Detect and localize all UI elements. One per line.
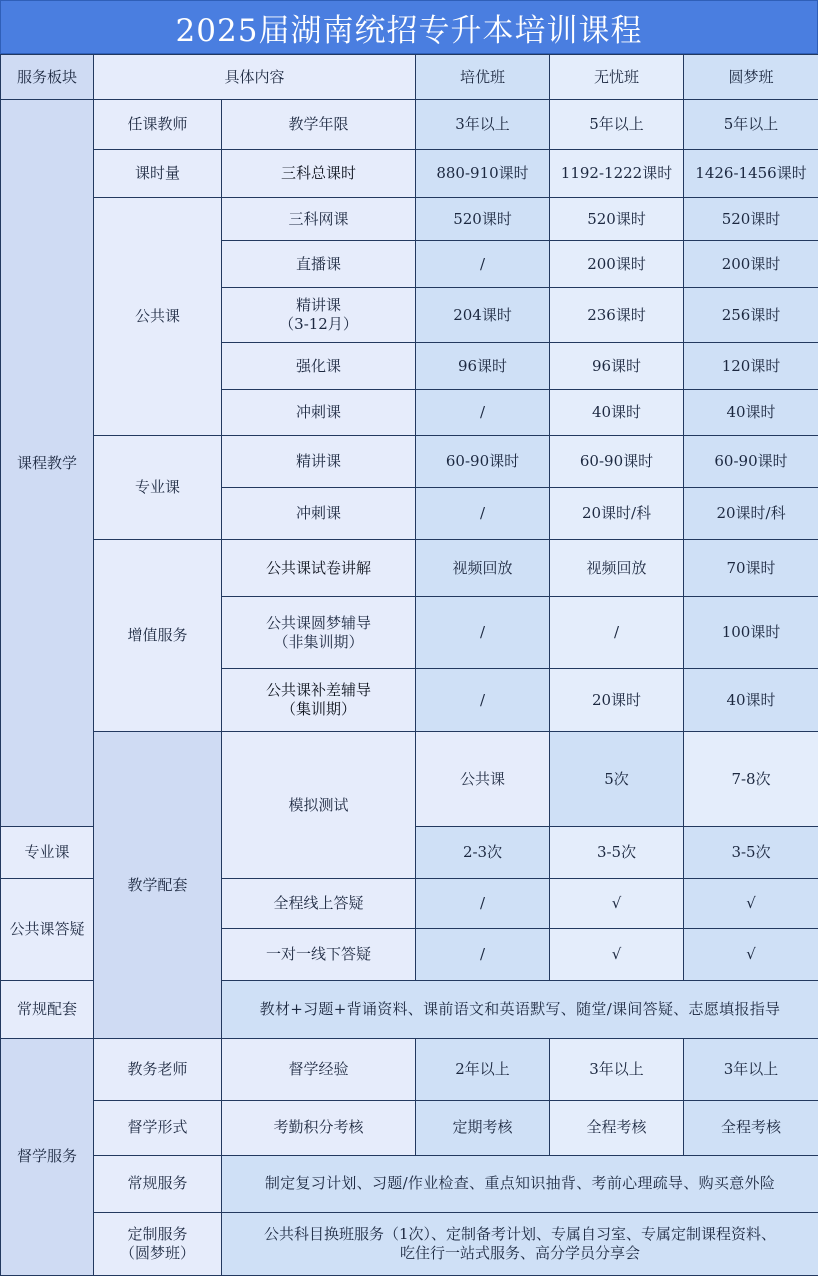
routine-support-content: 教材+习题+背诵资料、课前语文和英语默写、随堂/课间答疑、志愿填报指导 — [222, 980, 818, 1038]
cell-peiyou: 60-90课时 — [416, 436, 550, 488]
item-supervision-experience: 督学经验 — [222, 1038, 416, 1100]
table-row — [1, 198, 818, 241]
cell-yuanmeng: 40课时 — [684, 390, 818, 436]
cell-peiyou: 视频回放 — [416, 540, 550, 597]
item-gap-tutoring-line1: 公共课补差辅导 — [224, 681, 413, 700]
item-online-course: 三科网课 — [222, 198, 416, 241]
cell-yuanmeng: 70课时 — [684, 540, 818, 597]
cell-peiyou: / — [416, 669, 550, 732]
cell-wuyou: 3年以上 — [550, 1038, 684, 1100]
cell-yuanmeng: 5年以上 — [684, 100, 818, 150]
item-major-sprint: 冲刺课 — [222, 488, 416, 540]
cell-peiyou: / — [416, 390, 550, 436]
cell-wuyou: 96课时 — [550, 343, 684, 390]
sub-edu-teacher: 教务老师 — [94, 1038, 222, 1100]
cell-yuanmeng: 520课时 — [684, 198, 818, 241]
page-title: 2025届湖南统招专升本培训课程 — [0, 0, 818, 54]
table-row — [1, 732, 818, 827]
table-row — [1, 1100, 818, 1155]
cell-wuyou: 60-90课时 — [550, 436, 684, 488]
cell-peiyou: / — [416, 928, 550, 980]
item-online-qa: 全程线上答疑 — [222, 878, 416, 928]
item-strong-course: 强化课 — [222, 343, 416, 390]
cell-wuyou: 200课时 — [550, 241, 684, 288]
table-row — [1, 436, 818, 488]
table-row — [1, 1155, 818, 1212]
cell-peiyou: / — [416, 878, 550, 928]
cell-peiyou: 96课时 — [416, 343, 550, 390]
cell-yuanmeng: √ — [684, 928, 818, 980]
item-teaching-years: 教学年限 — [222, 100, 416, 150]
item-gap-tutoring-line2: （集训期） — [224, 700, 413, 719]
custom-service-content-line2: 吃住行一站式服务、高分学员分享会 — [224, 1244, 816, 1263]
sub-public-qa: 公共课答疑 — [1, 878, 94, 980]
custom-service-content-line1: 公共科目换班服务（1次）、定制备考计划、专属自习室、专属定制课程资料、 — [224, 1225, 816, 1244]
item-sprint-course: 冲刺课 — [222, 390, 416, 436]
sub-custom-service-line1: 定制服务 — [96, 1225, 219, 1244]
header-section: 服务板块 — [1, 55, 94, 100]
cell-peiyou: 3年以上 — [416, 100, 550, 150]
cell-peiyou: 2-3次 — [416, 826, 550, 878]
item-fine-course-line2: （3-12月） — [224, 315, 413, 334]
cell-yuanmeng: 200课时 — [684, 241, 818, 288]
custom-service-content — [222, 1212, 818, 1275]
item-gap-tutoring — [222, 669, 416, 732]
item-mock-public: 公共课 — [416, 732, 550, 827]
cell-wuyou: 3-5次 — [550, 826, 684, 878]
item-fine-course — [222, 288, 416, 343]
item-dream-tutoring — [222, 597, 416, 669]
item-offline-qa: 一对一线下答疑 — [222, 928, 416, 980]
cell-wuyou: / — [550, 597, 684, 669]
cell-peiyou: 定期考核 — [416, 1100, 550, 1155]
item-mock-major: 专业课 — [1, 826, 94, 878]
section-supervision: 督学服务 — [1, 1038, 94, 1275]
item-live-course: 直播课 — [222, 241, 416, 288]
cell-yuanmeng: 1426-1456课时 — [684, 150, 818, 198]
cell-yuanmeng: 40课时 — [684, 669, 818, 732]
sub-hours: 课时量 — [94, 150, 222, 198]
cell-wuyou: 全程考核 — [550, 1100, 684, 1155]
cell-peiyou: 5次 — [550, 732, 684, 827]
cell-wuyou: 20课时 — [550, 669, 684, 732]
table-row — [1, 1212, 818, 1275]
course-table — [0, 54, 818, 1276]
cell-yuanmeng: 256课时 — [684, 288, 818, 343]
table-row — [1, 1038, 818, 1100]
item-dream-tutoring-line1: 公共课圆梦辅导 — [224, 614, 413, 633]
sub-mock-test: 模拟测试 — [222, 732, 416, 879]
cell-yuanmeng: 60-90课时 — [684, 436, 818, 488]
cell-peiyou: 204课时 — [416, 288, 550, 343]
cell-peiyou: 2年以上 — [416, 1038, 550, 1100]
cell-wuyou: 20课时/科 — [550, 488, 684, 540]
sub-value-service: 增值服务 — [94, 540, 222, 732]
cell-peiyou: 520课时 — [416, 198, 550, 241]
cell-yuanmeng: 3年以上 — [684, 1038, 818, 1100]
sub-major-course: 专业课 — [94, 436, 222, 540]
cell-yuanmeng: 120课时 — [684, 343, 818, 390]
cell-peiyou: / — [416, 488, 550, 540]
sub-teacher: 任课教师 — [94, 100, 222, 150]
table-row — [1, 150, 818, 198]
cell-wuyou: √ — [550, 878, 684, 928]
header-peiyou: 培优班 — [416, 55, 550, 100]
cell-wuyou: 视频回放 — [550, 540, 684, 597]
sub-routine-support: 常规配套 — [1, 980, 94, 1038]
sub-supervision-form: 督学形式 — [94, 1100, 222, 1155]
cell-peiyou: / — [416, 241, 550, 288]
table-row — [1, 100, 818, 150]
cell-wuyou: 5年以上 — [550, 100, 684, 150]
item-attendance-points: 考勤积分考核 — [222, 1100, 416, 1155]
section-teaching: 课程教学 — [1, 100, 94, 827]
cell-wuyou: 7-8次 — [684, 732, 818, 827]
cell-yuanmeng: 20课时/科 — [684, 488, 818, 540]
cell-peiyou: 880-910课时 — [416, 150, 550, 198]
table-row — [1, 540, 818, 597]
item-fine-course-line1: 精讲课 — [224, 296, 413, 315]
section-support: 教学配套 — [94, 732, 222, 1039]
header-yuanmeng: 圆梦班 — [684, 55, 818, 100]
cell-wuyou: 236课时 — [550, 288, 684, 343]
sub-custom-service-line2: （圆梦班） — [96, 1244, 219, 1263]
cell-yuanmeng: √ — [684, 878, 818, 928]
cell-yuanmeng: 100课时 — [684, 597, 818, 669]
sub-custom-service — [94, 1212, 222, 1275]
item-major-fine: 精讲课 — [222, 436, 416, 488]
header-row — [1, 55, 818, 100]
sub-public-course: 公共课 — [94, 198, 222, 436]
sub-routine-service: 常规服务 — [94, 1155, 222, 1212]
item-paper-review: 公共课试卷讲解 — [222, 540, 416, 597]
item-total-hours: 三科总课时 — [222, 150, 416, 198]
header-wuyou: 无忧班 — [550, 55, 684, 100]
cell-wuyou: 520课时 — [550, 198, 684, 241]
header-content: 具体内容 — [94, 55, 416, 100]
cell-yuanmeng: 全程考核 — [684, 1100, 818, 1155]
cell-wuyou: √ — [550, 928, 684, 980]
cell-peiyou: / — [416, 597, 550, 669]
item-dream-tutoring-line2: （非集训期） — [224, 633, 413, 652]
cell-wuyou: 40课时 — [550, 390, 684, 436]
cell-wuyou: 1192-1222课时 — [550, 150, 684, 198]
cell-yuanmeng: 3-5次 — [684, 826, 818, 878]
routine-service-content: 制定复习计划、习题/作业检查、重点知识抽背、考前心理疏导、购买意外险 — [222, 1155, 818, 1212]
